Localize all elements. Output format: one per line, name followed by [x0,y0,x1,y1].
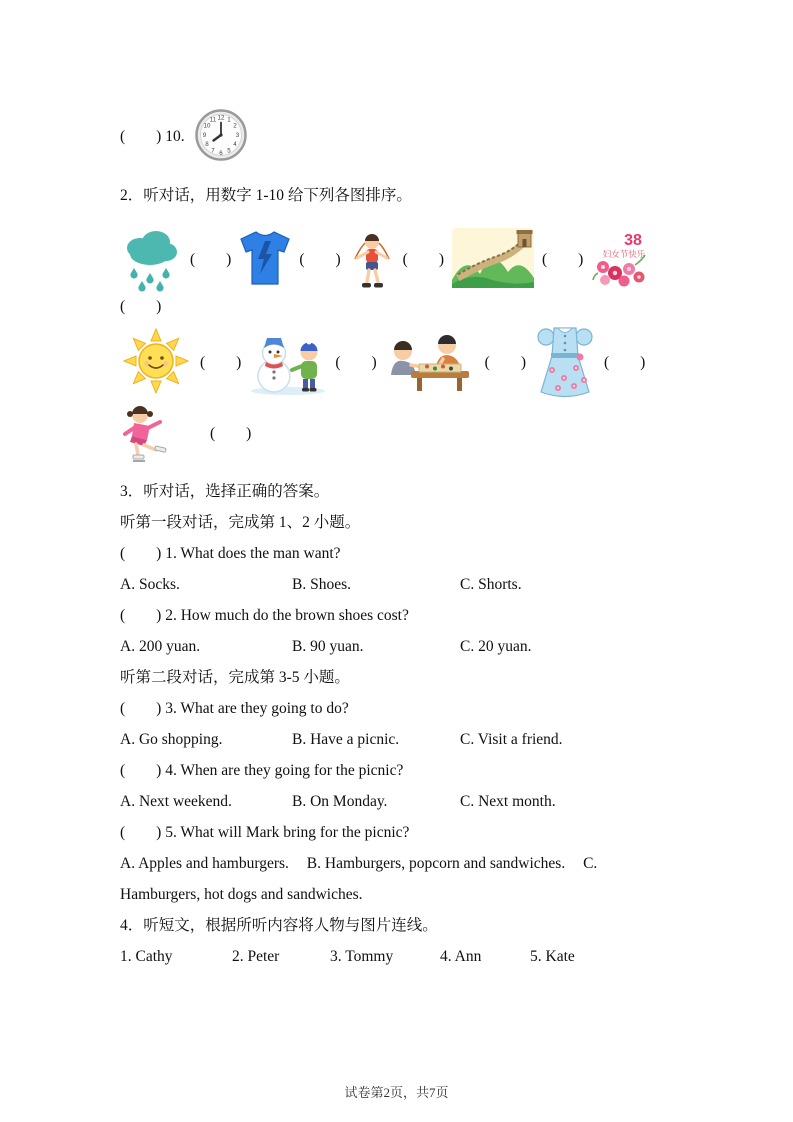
option-a: A. Next weekend. [120,792,232,810]
name-cathy: 1. Cathy [120,947,173,965]
option-b: B. On Monday. [292,792,388,810]
sun-image [120,327,192,395]
question10-row [120,106,681,164]
jump-rope-image [349,225,395,291]
snowman-image [249,326,327,396]
svg-text:12: 12 [217,114,225,122]
answer-blank: ( ) [541,250,584,268]
q3-item1-options [120,569,681,600]
svg-text:11: 11 [209,116,216,124]
svg-text:9: 9 [202,132,206,139]
q3-item5-question: ( ) 5. What will Mark bring for the picnic? [120,823,410,841]
q4-title: 4．听短文，根据所听内容将人物与图片连线。 [120,916,438,934]
question10-label: ( ) 10. [120,128,185,145]
option-b: B. Hamburgers, popcorn and sandwiches. [306,854,566,872]
q4-names-row [120,941,681,972]
q3-title: 3．听对话，选择正确的答案。 [120,482,330,500]
name-kate: 5. Kate [530,947,575,965]
answer-blank: ( ) [402,250,444,268]
option-b: B. Shoes. [292,575,351,593]
svg-text:7: 7 [210,147,215,155]
option-b: B. 90 yuan. [292,637,364,655]
svg-text:1: 1 [226,116,231,124]
q3-item4-question: ( ) 4. When are they going for the picnic? [120,761,404,779]
answer-blank: ( ) [299,250,341,268]
name-ann: 4. Ann [440,947,482,965]
q2-title: 2．听对话，用数字 1-10 给下列各图排序。 [120,187,412,204]
q3-item5-options [120,848,681,910]
answer-blank: ( ) [603,353,646,371]
page-footer [0,1082,793,1101]
answer-blank: ( ) [335,353,377,371]
option-a: A. Socks. [120,575,180,593]
chess-image [385,329,477,393]
q3-item2-question: ( ) 2. How much do the brown shoes cost? [120,606,409,624]
answer-blank: ( ) [210,424,252,442]
svg-text:8: 8 [204,141,209,148]
option-c: C. Visit a friend. [460,730,563,748]
option-c: C. Next month. [460,792,556,810]
option-c: C. Hamburgers, hot dogs and sandwiches. [120,854,598,903]
q2-picture-row-3 [120,402,681,462]
answer-blank: ( ) [190,250,232,268]
t-shirt-image [239,228,291,288]
option-a: A. Apples and hamburgers. [120,854,289,872]
answer-blank: ( ) [484,353,526,371]
dress-image [534,322,596,400]
option-b: B. Have a picnic. [292,730,400,748]
q3-item3-question: ( ) 3. What are they going to do? [120,699,349,717]
option-a: A. Go shopping. [120,730,223,748]
answer-blank: ( ) [200,353,242,371]
q2-picture-row-1 [120,224,681,292]
svg-text:2: 2 [232,122,237,130]
q3-item3-options [120,724,681,755]
q2-picture-row-2 [120,322,681,400]
clock-image [195,109,247,161]
womens-day-image [591,229,649,287]
page-number: 试卷第2页，共7页 [344,1085,449,1100]
svg-text:4: 4 [232,141,237,148]
name-peter: 2. Peter [232,947,280,965]
skating-image [120,402,184,462]
option-c: C. Shorts. [460,575,522,593]
q3-part1-heading: 听第一段对话，完成第 1、2 小题。 [120,513,361,531]
q3-item4-options [120,786,681,817]
svg-text:10: 10 [203,122,211,130]
svg-text:5: 5 [226,147,231,155]
svg-text:3: 3 [235,132,239,139]
svg-text:妇女节快乐: 妇女节快乐 [603,248,646,259]
option-a: A. 200 yuan. [120,637,201,655]
name-tommy: 3. Tommy [330,947,394,965]
svg-text:38: 38 [624,231,643,249]
great-wall-image [452,228,534,288]
q3-part2-heading: 听第二段对话，完成第 3-5 小题。 [120,668,350,686]
q3-item2-options [120,631,681,662]
q3-item1-question: ( ) 1. What does the man want? [120,544,341,562]
svg-text:6: 6 [218,150,223,157]
option-c: C. 20 yuan. [460,637,532,655]
rain-cloud-image [120,224,182,292]
answer-blank-wrapped: ( ) [120,297,162,315]
